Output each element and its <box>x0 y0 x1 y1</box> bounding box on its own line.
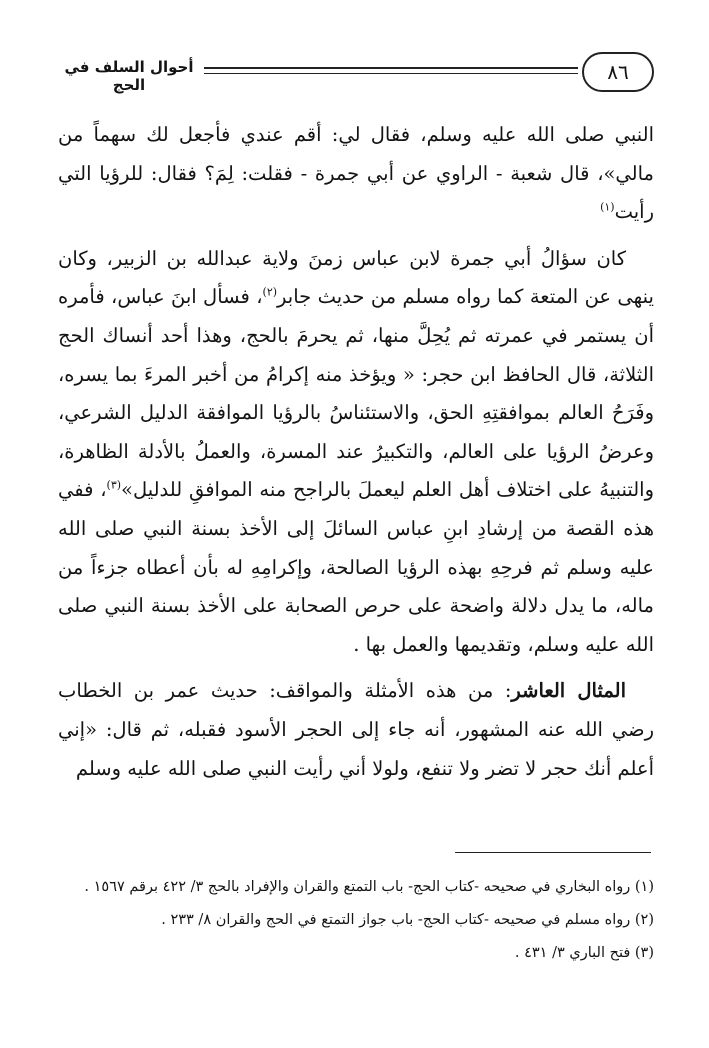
footnote: (٣) فتح الباري ٣/ ٤٣١ . <box>514 945 654 961</box>
paragraph-continued <box>58 116 654 232</box>
paragraph-text: : من هذه الأمثلة والمواقف: حديث عمر بن الخطاب رضي الله عنه المشهور، أنه جاء إلى الحجر الأسود فقبله، ثم قال: «إني أعلم أنك حجر لا تضر ولا تنفع، ولولا أني رأيت النبي صلى الله عليه وسلم <box>58 679 654 780</box>
footnotes <box>58 874 654 973</box>
footnote-ref: (١) <box>600 200 615 214</box>
footnote: (٢) رواه مسلم في صحيحه -كتاب الحج- باب جواز التمتع في الحج والقران ٨/ ٢٣٣ . <box>161 912 654 928</box>
paragraph <box>58 240 654 665</box>
page-header <box>54 52 654 96</box>
paragraph-text: ، فسأل ابنَ عباس، فأمره أن يستمر في عمرته ثم يُحِلَّ منها، ثم يحرمَ بالحج، وهذا أحد أنساك الحج الثلاثة، قال الحافظ ابن حجر: « ويؤخذ منه إكرامُ من أخبر المرءَ بما يسره، وفَرَحُ العالم بموافقتِهِ الحق، والاستئناسُ بالرؤيا الموافقة الدليل الشرعي، وعرضُ الرؤيا على العالم، والتكبيرُ عند المسرة، والعملُ بالأدلة الظاهرة، والتنبيهُ على اختلاف أهل العلم ليعملَ بالراجح منه الموافقِ للدليل» <box>58 285 655 502</box>
running-title: أحوال السلف في الحج <box>64 58 194 94</box>
example-heading: المثال العاشر <box>511 679 626 703</box>
footnote-ref: (٢) <box>262 285 278 299</box>
footnote-ref: (٣) <box>106 478 122 492</box>
page-number-badge: ٨٦ <box>582 52 654 92</box>
paragraph <box>58 672 654 788</box>
main-text <box>58 116 654 796</box>
paragraph-text: النبي صلى الله عليه وسلم، فقال لي: أقم عندي فأجعل لك سهماً من مالي»، قال شعبة - الراوي عن أبي جمرة - فقلت: لِمَ؟ فقال: للرؤيا التي رأيت <box>58 123 654 224</box>
paragraph-text: كان سؤالُ أبي جمرة لابن عباس زمنَ ولاية عبدالله بن الزبير، وكان ينهى عن المتعة كما رواه مسلم من حديث جابر <box>58 246 654 309</box>
paragraph-text: ، ففي هذه القصة من إرشادِ ابنِ عباس السائلَ إلى الأخذ بسنة النبي صلى الله عليه وسلم ثم فرحِهِ بهذه الرؤيا الصالحة، وإكرامِهِ له بأن أعطاه جزءاً من ماله، ما يدل دلالة واضحة على حرص الصحابة على الأخذ بسنة النبي صلى الله عليه وسلم، وتقديمها والعمل بها . <box>58 478 654 656</box>
header-rule <box>204 67 578 74</box>
footnote: (١) رواه البخاري في صحيحه -كتاب الحج- باب التمتع والقران والإفراد بالحج ٣/ ٤٢٢ برقم ١٥٦٧ . <box>84 879 654 895</box>
footnote-rule <box>455 852 651 853</box>
